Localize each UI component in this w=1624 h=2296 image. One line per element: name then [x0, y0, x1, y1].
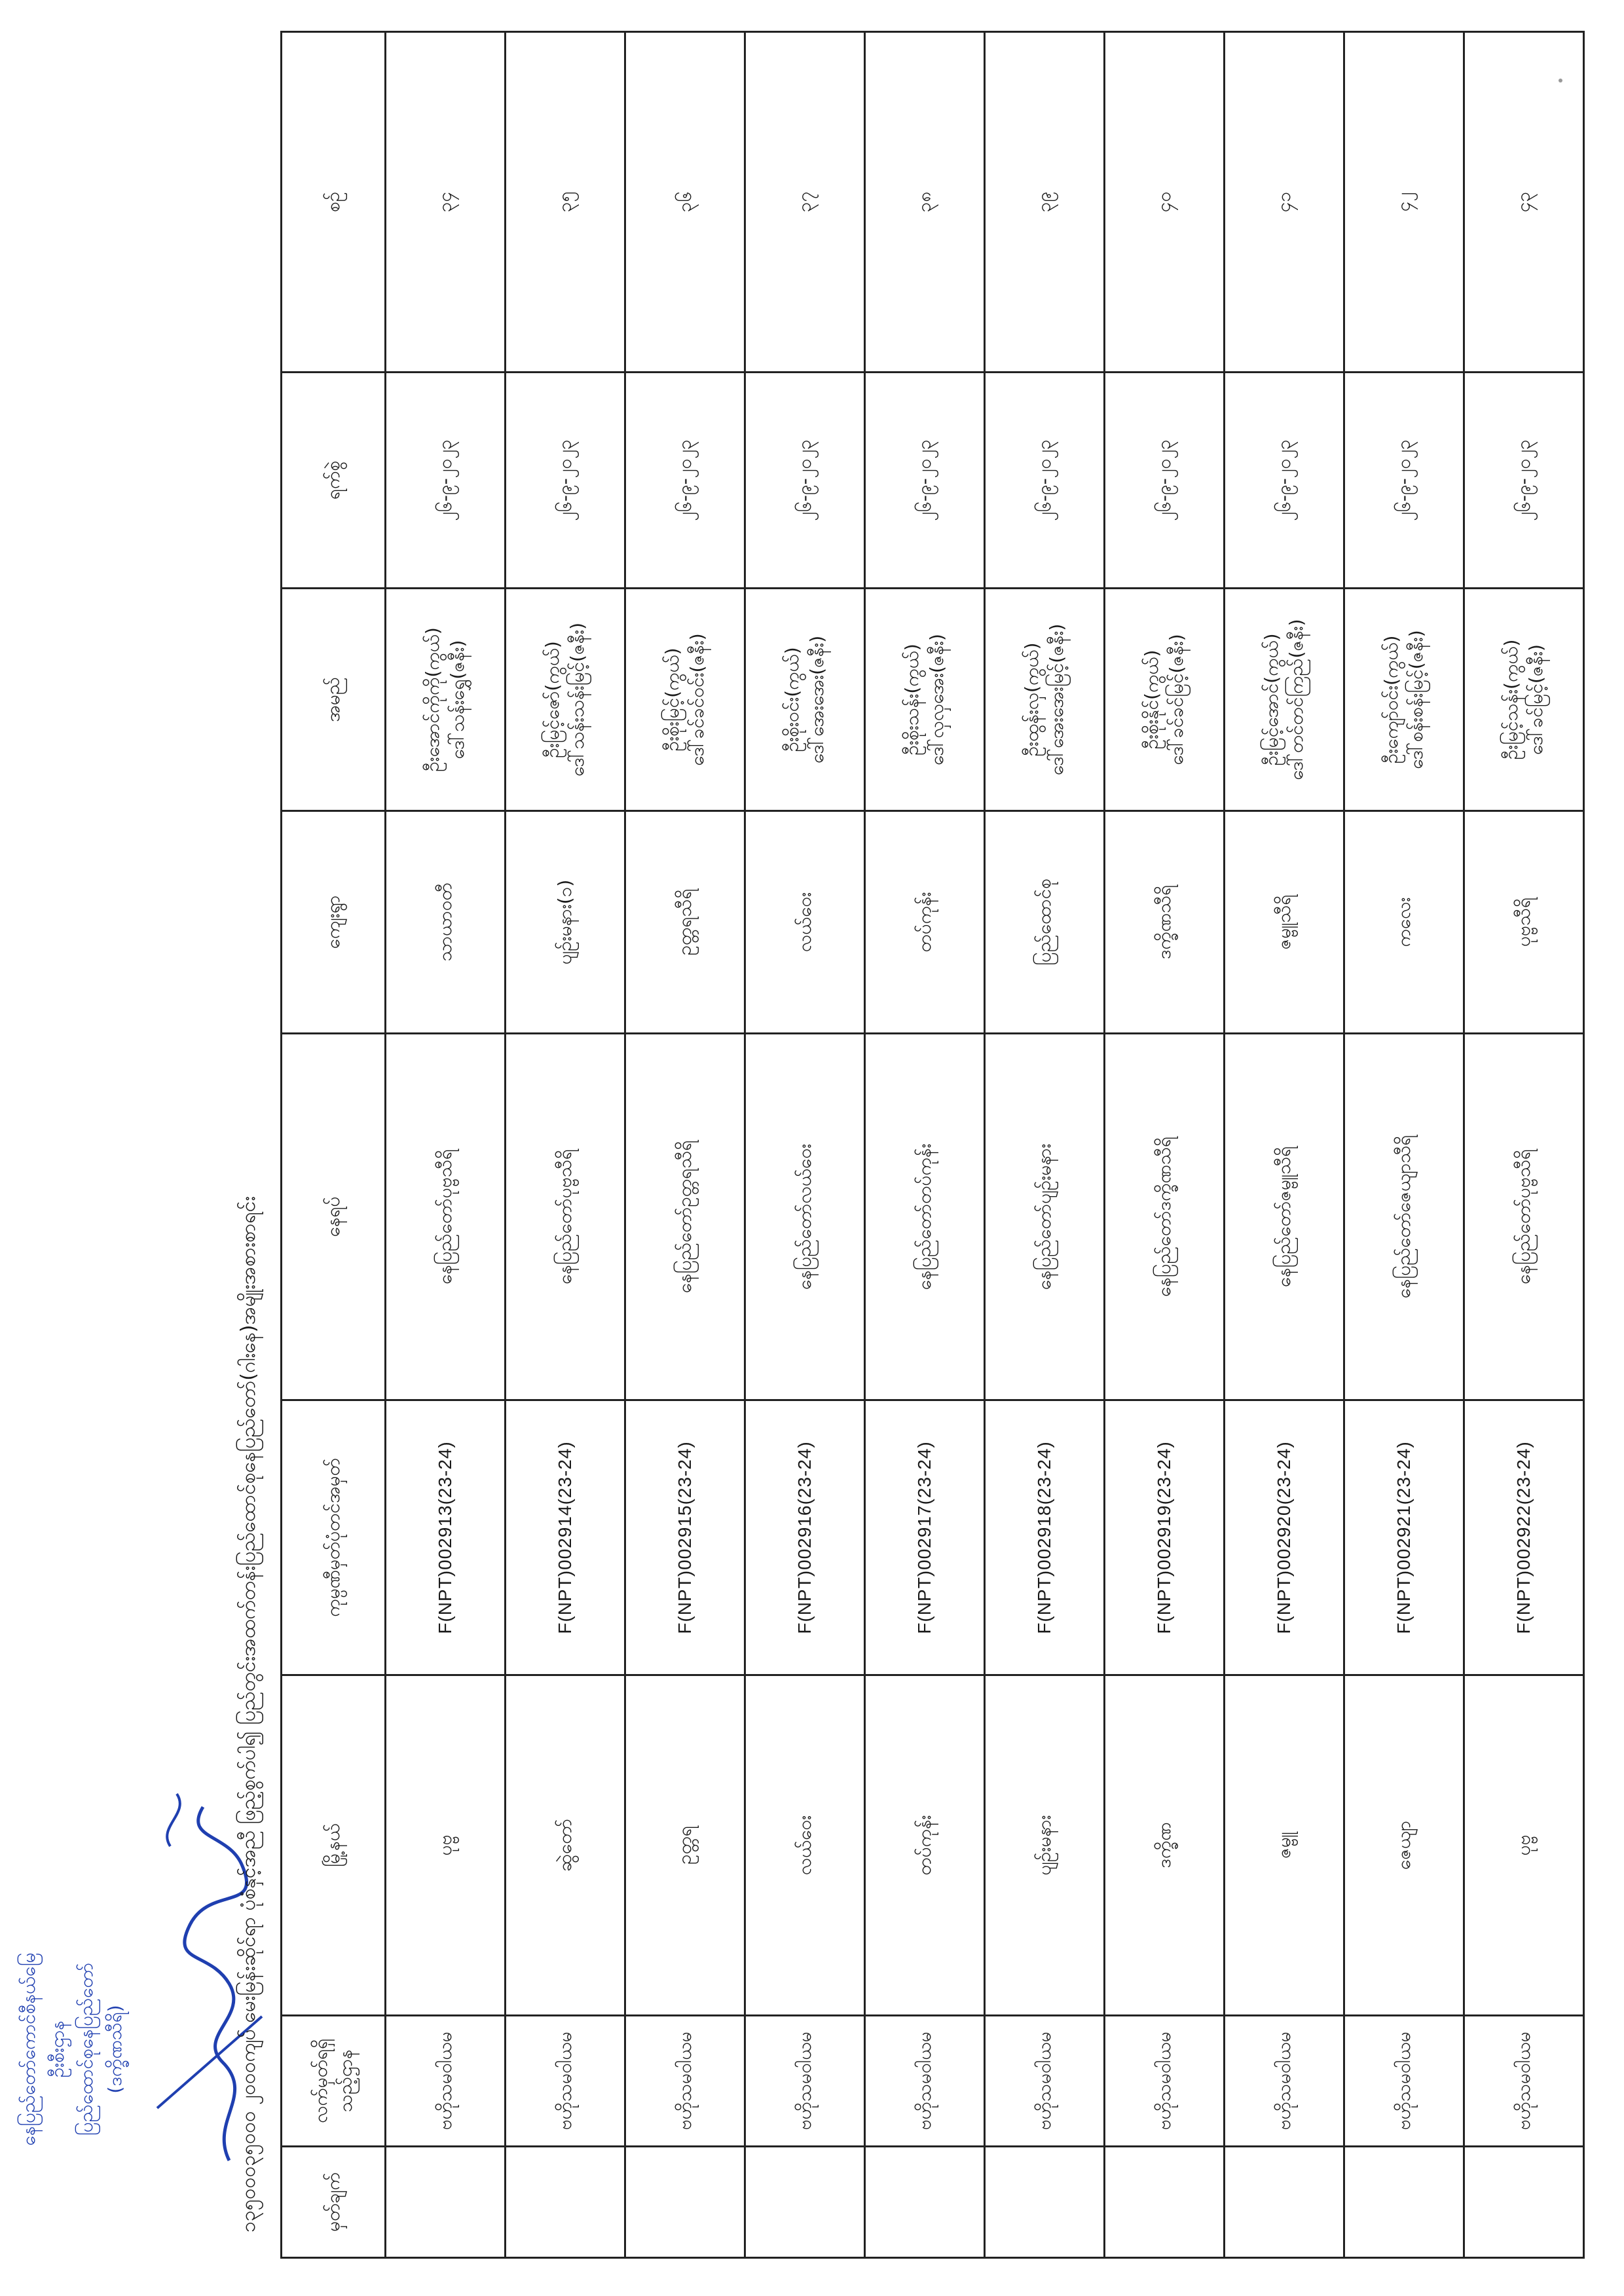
cell-date: ၂၆-၉-၂၀၂၃ [1344, 373, 1464, 589]
cell-code: F(NPT)002922(23-24) [1464, 1400, 1584, 1675]
cell-name: ဦးအောင်ကိုကို(ကွယ်) ဒေါ်သန်းရွှေ(ဇနီး) [386, 589, 506, 811]
cell-unit: ဗဟိုသမဝါယမ [1344, 2016, 1464, 2147]
cell-village: ပြည်ထောင်စု [985, 811, 1105, 1034]
header-code: ကုမ္ပဏီမှတ်ပုံတင်အမှတ် [282, 1400, 386, 1675]
cell-date: ၂၆-၉-၂၀၂၃ [386, 373, 506, 589]
cell-township: ပုဗ္ဗ [386, 1675, 506, 2016]
cell-unit: ဗဟိုသမဝါယမ [1105, 2016, 1225, 2147]
stamp-line-2: ဦးစီးဌာန [46, 2020, 68, 2078]
cell-township: လယ်ဝေး [745, 1675, 865, 2016]
table-row [745, 32, 865, 2258]
cell-village: ဥတ္တရသီရိ [625, 811, 745, 1034]
cell-code: F(NPT)002916(23-24) [745, 1400, 865, 1675]
cell-village: ပျဉ်းမနား(၁) [506, 811, 625, 1034]
stamp-text [14, 1846, 145, 2252]
cell-township: ဒက္ခိဏ [1105, 1675, 1225, 2016]
cell-address: နေပြည်တော်ပုဗ္ဗသီရိ [506, 1034, 625, 1400]
table-row [386, 32, 506, 2258]
cell-no: ၃၇ [745, 32, 865, 373]
cell-address: နေပြည်တော်လယ်ဝေး [745, 1034, 865, 1400]
cell-remark [1464, 2147, 1584, 2258]
cell-address: နေပြည်တော်ဇေယျာသီရိ [1344, 1034, 1464, 1400]
cell-date: ၂၆-၉-၂၀၂၃ [985, 373, 1105, 589]
cell-no: ၄၃ [1464, 32, 1584, 373]
stamp-line-3: ပြည်ထောင်စုနေပြည်တော် [75, 1962, 97, 2136]
cell-village: လယ်ဝေး [745, 811, 865, 1034]
cell-remark [625, 2147, 745, 2258]
table-row [625, 32, 745, 2258]
cell-unit: ဗဟိုသမဝါယမ [745, 2016, 865, 2147]
cell-date: ၂၆-၉-၂၀၂၃ [1105, 373, 1225, 589]
cell-remark [1344, 2147, 1464, 2258]
cell-name: ဦးမြင့်အောင်(ကွယ်) ဒေါ်တင်တင်ကြည်(ဇနီး) [1225, 589, 1344, 811]
cell-unit: ဗဟိုသမဝါယမ [506, 2016, 625, 2147]
cell-no: ၃၈ [865, 32, 985, 373]
cell-remark [985, 2147, 1105, 2258]
stamp-line-1: နေပြည်တော်ကောင်စီနယ်မြေ [18, 1952, 39, 2146]
cell-name: ဦးထွန်းလှ(ကွယ်) ဒေါ်အေးအေးမြင့်(ဇနီး) [985, 589, 1105, 811]
cell-no: ၄၁ [1225, 32, 1344, 373]
header-no: စဉ် [282, 32, 386, 373]
cell-township: ပျဉ်းမနား [985, 1675, 1105, 2016]
table-row [1344, 32, 1464, 2258]
table-row [985, 32, 1105, 2258]
cell-code: F(NPT)002917(23-24) [865, 1400, 985, 1675]
register-table [280, 31, 1585, 2259]
cell-village: ဒက္ခိဏသီရိ [1105, 811, 1225, 1034]
cell-unit: ဗဟိုသမဝါယမ [865, 2016, 985, 2147]
rotated-register [229, 33, 1547, 2259]
cell-township: ဇမ္ဗူ [1225, 1675, 1344, 2016]
stamp-line-4: (ဒက္ခိဏသီရိ) [104, 2005, 126, 2094]
header-row [282, 32, 386, 2258]
cell-unit: ဗဟိုသမဝါယမ [386, 2016, 506, 2147]
cell-code: F(NPT)002919(23-24) [1105, 1400, 1225, 1675]
table-row [1464, 32, 1584, 2258]
office-stamp [14, 39, 145, 2252]
cell-village: သာယာဝတီ [386, 811, 506, 1034]
cell-name: ဦးကျော်ဝင်း(ကွယ်) ဒေါ်စန်းစန်းမြင့်(ဇနီး) [1344, 589, 1464, 811]
register-body [386, 32, 1584, 2258]
cell-no: ၃၉ [985, 32, 1105, 373]
cell-name: ဦးစိုးမြင့်(ကွယ်) ဒေါ်ခင်ခင်ဝင်း(ဇနီး) [625, 589, 745, 811]
cell-code: F(NPT)002913(23-24) [386, 1400, 506, 1675]
cell-unit: ဗဟိုသမဝါယမ [1225, 2016, 1344, 2147]
cell-unit: ဗဟိုသမဝါယမ [1464, 2016, 1584, 2147]
cell-address: နေပြည်တော်ဒက္ခိဏသီရိ [1105, 1034, 1225, 1400]
header-date: ရက်စွဲ [282, 373, 386, 589]
cell-township: ဇေယျာ [1344, 1675, 1464, 2016]
cell-unit: ဗဟိုသမဝါယမ [625, 2016, 745, 2147]
table-row [506, 32, 625, 2258]
table-row [1225, 32, 1344, 2258]
cell-address: နေပြည်တော်ဇမ္ဗူသီရိ [1225, 1034, 1344, 1400]
document-caption: ၁၃၅၀၀၀၃၅၀၀၀ ၂၀၀၀ကျပ် မေးမြန်းဆိုင်ရာ ပုံစံနှင့်အညီ ဖြည့်စွက်ပါ၍ ပြည်တွင်းအထက်တန်းပြည်ထောင်စုနေပြည်တော်(ဂါးနေ)အမျိုးအစားစာရင်း [237, 1196, 260, 2232]
cell-code: F(NPT)002920(23-24) [1225, 1400, 1344, 1675]
cell-no: ၃၄ [386, 32, 506, 373]
header-address: နေရပ် [282, 1034, 386, 1400]
cell-address: နေပြည်တော်တပ်ကုန်း [865, 1034, 985, 1400]
cell-address: နေပြည်တော်ပုဗ္ဗသီရိ [1464, 1034, 1584, 1400]
cell-date: ၂၆-၉-၂၀၂၃ [1464, 373, 1584, 589]
cell-remark [386, 2147, 506, 2258]
cell-remark [745, 2147, 865, 2258]
cell-name: ဦးစိုးနိုင်(ကွယ်) ဒေါ်ခင်ခင်မြင့်(ဇနီး) [1105, 589, 1225, 811]
cell-no: ၄၀ [1105, 32, 1225, 373]
cell-township: ပုဗ္ဗ [1464, 1675, 1584, 2016]
cell-address: နေပြည်တော်ပျဉ်းမနား [985, 1034, 1105, 1400]
header-village: ကျေးရွာ [282, 811, 386, 1034]
cell-name: ဦးစိုးသန်း(ကွယ်) ဒေါ်လှလှအေး(ဇနီး) [865, 589, 985, 811]
cell-no: ၄၂ [1344, 32, 1464, 373]
cell-date: ၂၆-၉-၂၀၂၃ [506, 373, 625, 589]
cell-name: ဦးမြင့်ဇော်(ကွယ်) ဒေါ်သန်းသန်းမြင့်(ဇနီး) [506, 589, 625, 811]
cell-no: ၃၅ [506, 32, 625, 373]
cell-village: ပုဗ္ဗသီရိ [1464, 811, 1584, 1034]
cell-date: ၂၆-၉-၂၀၂၃ [1225, 373, 1344, 589]
cell-code: F(NPT)002921(23-24) [1344, 1400, 1464, 1675]
cell-code: F(NPT)002914(23-24) [506, 1400, 625, 1675]
cell-township: ဥတ္တရ [625, 1675, 745, 2016]
cell-code: F(NPT)002915(23-24) [625, 1400, 745, 1675]
header-remark: မှတ်ချက် [282, 2147, 386, 2258]
cell-remark [865, 2147, 985, 2258]
cell-address: နေပြည်တော်ဥတ္တရသီရိ [625, 1034, 745, 1400]
cell-name: ဦးမြင့်သန်း(ကွယ်) ဒေါ်ခင်မြင့်(ဇနီး) [1464, 589, 1584, 811]
header-township: မြို့နယ် [282, 1675, 386, 2016]
cell-date: ၂၆-၉-၂၀၂၃ [745, 373, 865, 589]
cell-remark [1225, 2147, 1344, 2258]
cell-date: ၂၆-၉-၂၀၂၃ [865, 373, 985, 589]
cell-village: တပ်ကုန်း [865, 811, 985, 1034]
cell-township: ဆွဲတော် [506, 1675, 625, 2016]
cell-name: ဦးစိုးဝင်း(ကွယ်) ဒေါ်အေးအေး(ဇနီး) [745, 589, 865, 811]
cell-unit: ဗဟိုသမဝါယမ [985, 2016, 1105, 2147]
table-row [865, 32, 985, 2258]
cell-village: ကလေး [1344, 811, 1464, 1034]
cell-village: ဇမ္ဗူသီရိ [1225, 811, 1344, 1034]
header-name: အမည် [282, 589, 386, 811]
cell-township: တပ်ကုန်း [865, 1675, 985, 2016]
cell-remark [1105, 2147, 1225, 2258]
cell-date: ၂၆-၉-၂၀၂၃ [625, 373, 745, 589]
cell-code: F(NPT)002918(23-24) [985, 1400, 1105, 1675]
header-unit: လက်မှတ်ရရှိသည့်ဌာန [282, 2016, 386, 2147]
table-row [1105, 32, 1225, 2258]
cell-address: နေပြည်တော်ပုဗ္ဗသီရိ [386, 1034, 506, 1400]
cell-no: ၃၆ [625, 32, 745, 373]
cell-remark [506, 2147, 625, 2258]
